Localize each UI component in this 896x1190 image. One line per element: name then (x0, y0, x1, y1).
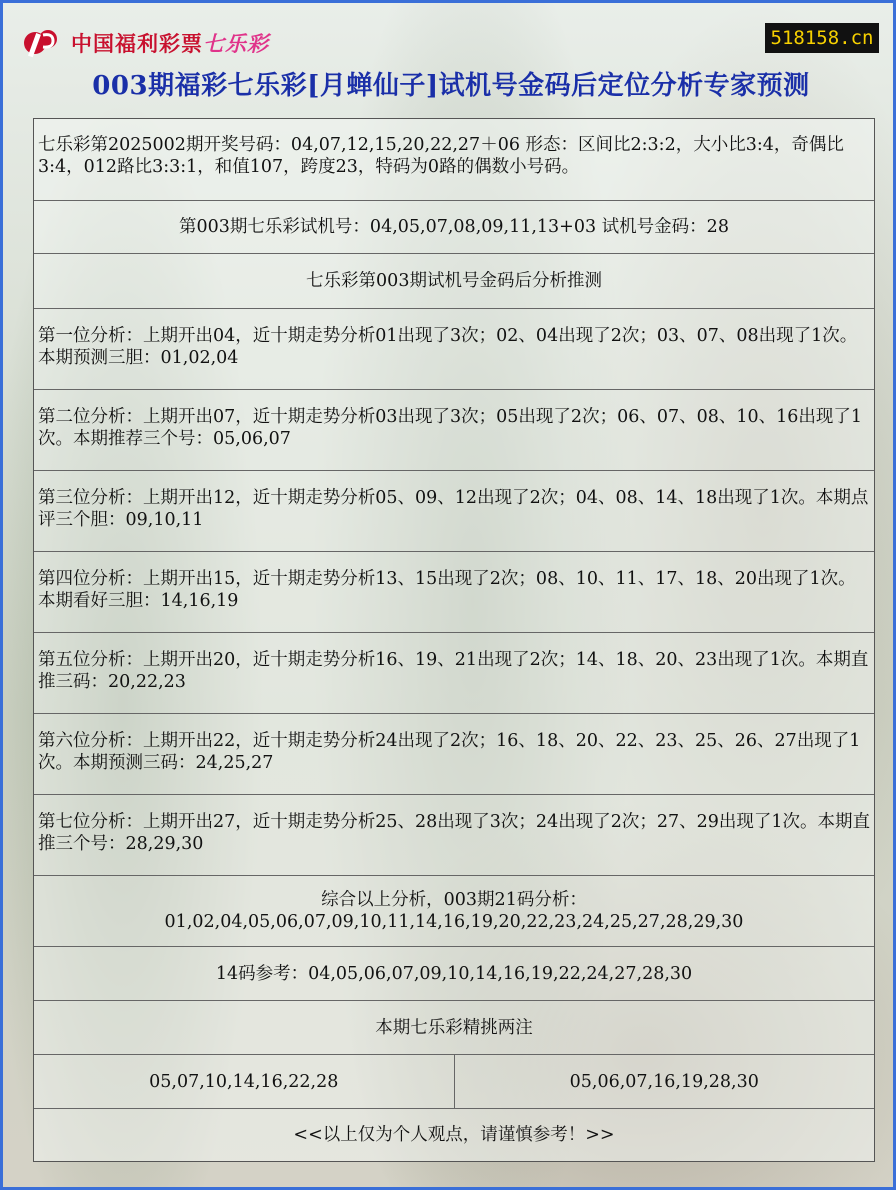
lottery-logo (21, 23, 269, 63)
position-7-analysis: 第七位分析：上期开出27，近十期走势分析25、28出现了3次；24出现了2次；27、29出现了1次。本期直推三个号：28,29,30 (34, 795, 874, 876)
summary-label: 综合以上分析，003期21码分析： (321, 890, 587, 910)
position-5-analysis: 第五位分析：上期开出20，近十期走势分析16、19、21出现了2次；14、18、20、23出现了1次。本期直推三码：20,22,23 (34, 633, 874, 714)
page-title: 003期福彩七乐彩[月蝉仙子]试机号金码后定位分析专家预测 (92, 71, 810, 101)
summary-numbers: 01,02,04,05,06,07,09,10,11,14,16,19,20,22,23,24,25,27,28,29,30 (164, 912, 744, 932)
reference-14-row: 14码参考：04,05,06,07,09,10,14,16,19,22,24,27,28,30 (34, 947, 874, 1001)
position-6-analysis: 第六位分析：上期开出22，近十期走势分析24出现了2次；16、18、20、22、23、25、26、27出现了1次。本期预测三码：24,25,27 (34, 714, 874, 795)
disclaimer: <<以上仅为个人观点，请谨慎参考！>> (293, 1125, 615, 1145)
welfare-lottery-logo-icon (21, 25, 65, 61)
position-1-analysis: 第一位分析：上期开出04，近十期走势分析01出现了3次；02、04出现了2次；03、07、08出现了1次。本期预测三胆：01,02,04 (34, 309, 874, 390)
pick-1: 05,07,10,14,16,22,28 (34, 1055, 455, 1108)
trial-number-row: 第003期七乐彩试机号：04,05,07,08,09,11,13+03 试机号金码：28 (34, 201, 874, 254)
logo-text: 中国福利彩票七乐彩 (71, 32, 269, 56)
picks-row (34, 1055, 874, 1109)
site-badge[interactable]: 518158.cn (765, 23, 879, 53)
analysis-table (33, 118, 875, 1162)
position-4-analysis: 第四位分析：上期开出15，近十期走势分析13、15出现了2次；08、10、11、17、18、20出现了1次。本期看好三胆：14,16,19 (34, 552, 874, 633)
draw-result-row: 七乐彩第2025002期开奖号码：04,07,12,15,20,22,27＋06 形态：区间比2:3:2，大小比3:4，奇偶比3:4，012路比3:3:1，和值107，跨度23，特码为0路的偶数小号码。 (34, 119, 874, 201)
logo-subtext: 七乐彩 (203, 32, 269, 56)
section-heading: 七乐彩第003期试机号金码后分析推测 (34, 254, 874, 309)
position-2-analysis: 第二位分析：上期开出07，近十期走势分析03出现了3次；05出现了2次；06、07、08、10、16出现了1次。本期推荐三个号：05,06,07 (34, 390, 874, 471)
summary-row (34, 876, 874, 947)
pick-2: 05,06,07,16,19,28,30 (569, 1071, 759, 1092)
position-3-analysis: 第三位分析：上期开出12，近十期走势分析05、09、12出现了2次；04、08、14、18出现了1次。本期点评三个胆：09,10,11 (34, 471, 874, 552)
picks-heading: 本期七乐彩精挑两注 (34, 1001, 874, 1055)
